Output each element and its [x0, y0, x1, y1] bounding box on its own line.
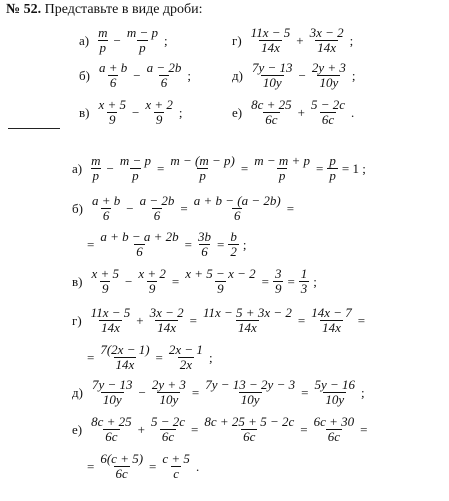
fraction: [168, 154, 236, 183]
operator: =: [300, 421, 308, 437]
numerator: m − p: [119, 153, 152, 168]
operator: ;: [360, 384, 365, 400]
numerator: 14x − 7: [311, 305, 352, 320]
fraction: [89, 306, 133, 335]
denominator: 3: [300, 281, 308, 296]
operator: =: [87, 349, 95, 365]
fraction: [90, 378, 135, 407]
item-label: в): [79, 104, 90, 120]
numerator: 11x − 5: [90, 305, 131, 320]
operator: =: [316, 160, 324, 176]
problem-title: [6, 2, 203, 18]
fraction: [90, 194, 122, 223]
numerator: m − m + p: [254, 153, 311, 168]
solution-line: [72, 267, 320, 296]
numerator: 8c + 25: [91, 414, 132, 429]
denominator: 6: [136, 244, 143, 259]
numerator: 1: [300, 266, 308, 281]
solution-line: [72, 415, 370, 444]
fraction: [201, 306, 294, 335]
numerator: x + 5: [98, 97, 127, 112]
operator: =: [191, 421, 199, 437]
item-label: д): [232, 67, 243, 83]
item-label: а): [72, 160, 83, 176]
denominator: 6: [102, 208, 110, 223]
denominator: p: [329, 168, 336, 183]
fraction: [145, 61, 184, 90]
denominator: 10y: [262, 75, 282, 90]
fraction: [138, 194, 177, 223]
denominator: 14x: [261, 40, 280, 55]
denominator: p: [199, 168, 206, 183]
denominator: 14x: [317, 40, 336, 55]
operator: =: [297, 312, 306, 328]
numerator: 5y − 16: [314, 377, 355, 392]
numerator: 2y + 3: [151, 377, 186, 392]
numerator: c + 5: [162, 451, 190, 466]
operator: ;: [208, 349, 213, 365]
item-label: г): [232, 32, 242, 48]
fraction: [148, 306, 186, 335]
operator: −: [106, 160, 114, 176]
item-label: б): [79, 67, 90, 83]
operator: =: [217, 236, 225, 252]
denominator: 14x: [238, 320, 257, 335]
numerator: 7y − 13: [91, 377, 133, 392]
operator: =: [360, 421, 368, 437]
numerator: 2y + 3: [311, 60, 346, 75]
numerator: 6(c + 5): [100, 451, 144, 466]
denominator: 6c: [265, 112, 278, 127]
numerator: a + b − a + 2b: [100, 229, 179, 244]
denominator: 6c: [105, 429, 118, 444]
denominator: 10y: [240, 392, 260, 407]
fraction: [98, 343, 151, 372]
operator: ;: [313, 273, 317, 289]
numerator: 3: [274, 266, 282, 281]
task-item: [232, 61, 359, 90]
numerator: x + 2: [138, 266, 166, 281]
fraction: [252, 154, 312, 183]
operator: =: [287, 273, 295, 289]
denominator: 10y: [102, 392, 122, 407]
operator: −: [138, 384, 146, 400]
numerator: x + 5: [91, 266, 120, 281]
denominator: 2x: [179, 357, 193, 372]
numerator: 3x − 2: [149, 305, 184, 320]
fraction: [203, 378, 297, 407]
task-item: [232, 98, 357, 127]
fraction: [196, 230, 213, 259]
denominator: 6c: [161, 429, 175, 444]
fraction: [150, 378, 188, 407]
operator: = 1 ;: [341, 160, 366, 176]
numerator: 6c + 30: [313, 414, 355, 429]
fraction: [98, 452, 145, 481]
fraction: [249, 98, 294, 127]
denominator: 6: [153, 208, 161, 223]
operator: ;: [351, 67, 356, 83]
numerator: 3x − 2: [309, 25, 344, 40]
denominator: 9: [148, 281, 156, 296]
solution-line: [72, 194, 297, 223]
fraction: [250, 61, 295, 90]
denominator: 9: [217, 281, 224, 296]
fraction: [299, 267, 310, 296]
numerator: b: [230, 229, 237, 244]
operator: ;: [349, 32, 354, 48]
numerator: 5 − 2c: [311, 97, 346, 112]
operator: =: [180, 200, 188, 216]
numerator: 8c + 25 + 5 − 2c: [204, 414, 295, 429]
denominator: 9: [108, 112, 116, 127]
fraction: [228, 230, 239, 259]
denominator: 14x: [322, 320, 341, 335]
denominator: p: [92, 168, 100, 183]
item-label: в): [72, 273, 83, 289]
item-label: г): [72, 312, 82, 328]
denominator: 6: [109, 75, 117, 90]
numerator: a − 2b: [139, 193, 175, 208]
operator: =: [261, 273, 269, 289]
fraction: [96, 26, 109, 55]
operator: −: [298, 67, 306, 83]
operator: ;: [178, 104, 183, 120]
solution-line: [72, 378, 368, 407]
fraction: [118, 154, 153, 183]
fraction: [160, 452, 192, 481]
solution-line: [84, 230, 249, 259]
solution-line: [84, 343, 216, 372]
numerator: 3b: [198, 229, 212, 244]
operator: =: [189, 312, 197, 328]
solution-line: [84, 452, 202, 481]
denominator: 6c: [243, 429, 256, 444]
fraction: [327, 154, 338, 183]
operator: =: [240, 160, 249, 176]
item-label: е): [232, 104, 243, 120]
fraction: [143, 98, 175, 127]
numerator: x + 2: [145, 97, 173, 112]
operator: =: [357, 312, 366, 328]
numerator: a + b: [91, 193, 121, 208]
denominator: 14x: [115, 357, 135, 372]
operator: =: [184, 236, 193, 252]
numerator: m: [98, 25, 108, 40]
problem-number: № 52.: [6, 2, 42, 17]
operator: +: [296, 32, 304, 48]
operator: =: [301, 384, 309, 400]
fraction: [125, 26, 160, 55]
numerator: 11x − 5 + 3x − 2: [202, 305, 292, 320]
numerator: a − 2b: [146, 60, 182, 75]
operator: =: [286, 200, 295, 216]
denominator: 10y: [159, 392, 179, 407]
operator: −: [126, 200, 134, 216]
operator: −: [113, 32, 121, 48]
numerator: 7(2x − 1): [100, 342, 150, 357]
numerator: 5 − 2c: [151, 414, 186, 429]
item-label: д): [72, 384, 83, 400]
numerator: 11x − 5: [250, 25, 291, 40]
operator: =: [171, 273, 180, 289]
denominator: 6c: [327, 429, 340, 444]
operator: +: [137, 421, 145, 437]
fraction: [97, 61, 129, 90]
operator: −: [125, 273, 133, 289]
denominator: 14x: [101, 320, 120, 335]
denominator: 10y: [319, 75, 339, 90]
fraction: [89, 267, 121, 296]
denominator: 10y: [325, 392, 345, 407]
fraction: [310, 61, 348, 90]
numerator: p: [329, 153, 336, 168]
denominator: c: [173, 466, 180, 481]
numerator: m: [91, 153, 101, 168]
operator: +: [297, 104, 305, 120]
operator: ;: [164, 32, 168, 48]
operator: =: [157, 160, 165, 176]
operator: =: [191, 384, 200, 400]
denominator: 14x: [157, 320, 176, 335]
numerator: x + 5 − x − 2: [185, 266, 256, 281]
fraction: [167, 343, 205, 372]
problem-statement: Представьте в виде дроби:: [44, 2, 203, 17]
fraction: [308, 26, 346, 55]
fraction: [89, 154, 102, 183]
operator: =: [149, 458, 157, 474]
operator: =: [87, 458, 95, 474]
numerator: a + b − (a − 2b): [193, 193, 281, 208]
denominator: 9: [101, 281, 109, 296]
item-label: б): [72, 200, 83, 216]
operator: .: [195, 458, 200, 474]
fraction: [202, 415, 296, 444]
fraction: [96, 98, 128, 127]
operator: =: [87, 236, 95, 252]
operator: ;: [242, 236, 247, 252]
fraction: [192, 194, 283, 223]
task-item: [79, 61, 194, 90]
denominator: p: [139, 40, 146, 55]
denominator: 2: [230, 244, 237, 259]
item-label: е): [72, 421, 83, 437]
denominator: 6c: [321, 112, 335, 127]
denominator: p: [132, 168, 139, 183]
operator: =: [155, 349, 163, 365]
denominator: 9: [274, 281, 282, 296]
operator: −: [132, 104, 140, 120]
numerator: 7y − 13 − 2y − 3: [205, 377, 296, 392]
fraction: [136, 267, 168, 296]
denominator: 6: [201, 244, 208, 259]
denominator: 6c: [115, 466, 128, 481]
numerator: m − (m − p): [170, 153, 235, 168]
solution-line: [72, 306, 368, 335]
denominator: 6: [160, 75, 168, 90]
task-item: [79, 26, 171, 55]
solution-line: [72, 154, 369, 183]
operator: ;: [187, 67, 191, 83]
fraction: [309, 98, 347, 127]
operator: −: [133, 67, 141, 83]
fraction: [89, 415, 134, 444]
denominator: 6: [233, 208, 241, 223]
denominator: p: [278, 168, 286, 183]
operator: +: [136, 312, 144, 328]
fraction: [98, 230, 180, 259]
denominator: p: [99, 40, 107, 55]
fraction: [273, 267, 284, 296]
numerator: a + b: [98, 60, 128, 75]
item-label: а): [79, 32, 90, 48]
operator: .: [351, 104, 355, 120]
numerator: m − p: [126, 25, 159, 40]
fraction: [183, 267, 257, 296]
fraction: [312, 378, 357, 407]
numerator: 8c + 25: [251, 97, 292, 112]
fraction: [249, 26, 293, 55]
numerator: 2x − 1: [168, 342, 203, 357]
task-item: [232, 26, 356, 55]
divider-line: [8, 128, 60, 129]
denominator: 9: [155, 112, 163, 127]
fraction: [312, 415, 357, 444]
numerator: 7y − 13: [251, 60, 293, 75]
fraction: [309, 306, 354, 335]
task-item: [79, 98, 186, 127]
fraction: [149, 415, 187, 444]
